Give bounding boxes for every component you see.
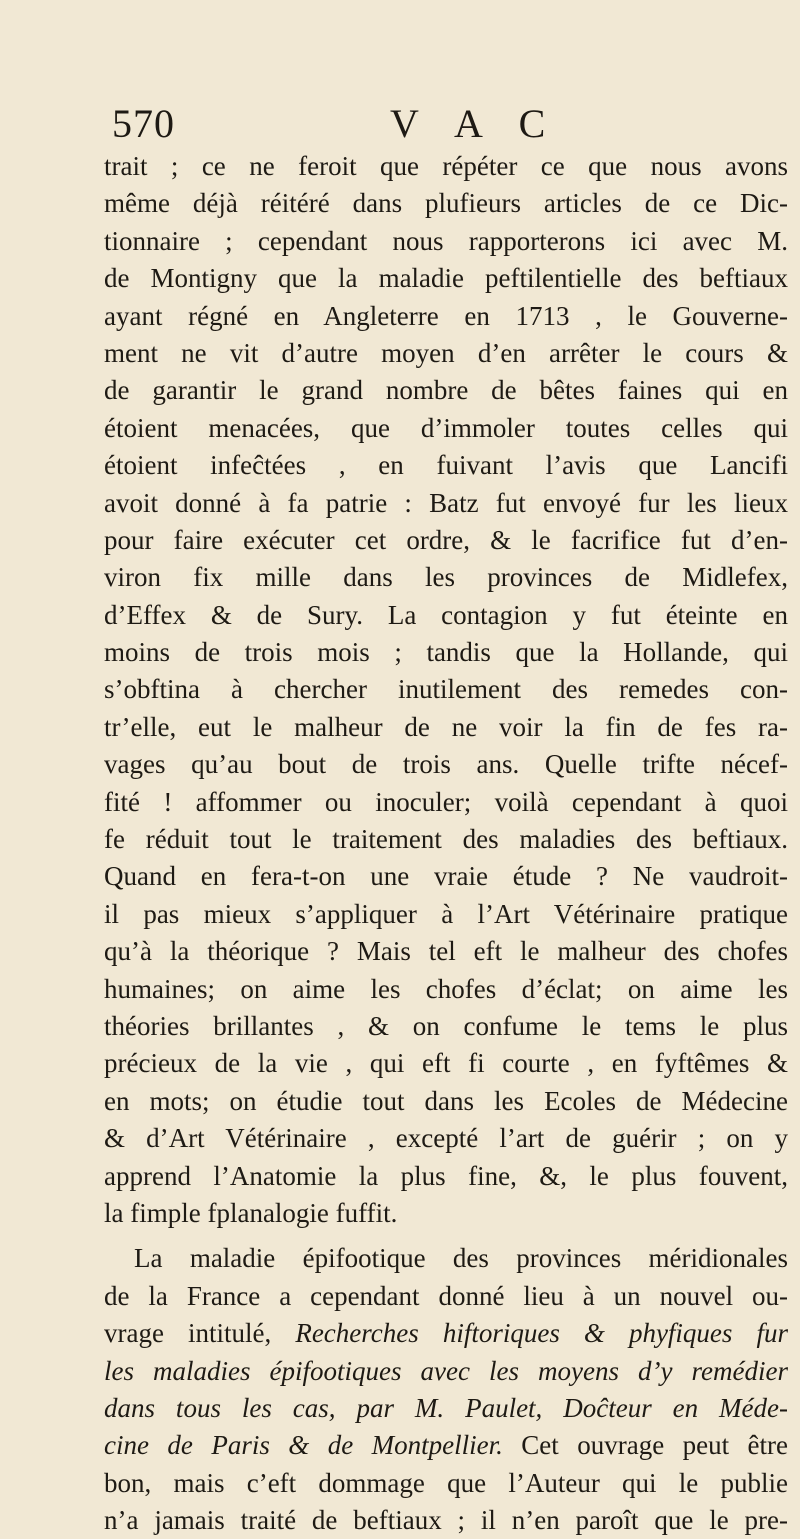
text-line: fité ! affommer ou inoculer; voilà cependant à quoi xyxy=(104,786,788,817)
page-number: 570 xyxy=(112,101,175,146)
text-line: avoit donné à fa patrie : Batz fut envoyé fur les lieux xyxy=(104,487,788,518)
text-line: n’a jamais traité de beftiaux ; il n’en paroît que le pre- xyxy=(104,1505,788,1536)
text-line: s’obftina à chercher inutilement des remedes con- xyxy=(104,674,788,705)
text-line: tr’elle, eut le malheur de ne voir la fin de fes ra- xyxy=(104,711,788,742)
book-title-line: dans tous les cas, par M. Paulet, Doĉteur en Méde- xyxy=(104,1392,788,1423)
running-head: V A C xyxy=(390,101,560,146)
text-line: précieux de la vie , qui eft fi courte , en fyftêmes & xyxy=(104,1048,788,1079)
text-line: viron fix mille dans les provinces de Midlefex, xyxy=(104,562,788,593)
roman-text: Cet ouvrage peut être xyxy=(502,1430,788,1461)
text-line: d’Effex & de Sury. La contagion y fut éteinte en xyxy=(104,599,788,630)
text-line: trait ; ce ne feroit que répéter ce que nous avons xyxy=(104,151,788,181)
text-line: la fimple fplanalogie fuffit. xyxy=(104,1197,398,1228)
book-title-text: Recherches hiftoriques & phyfiques fur xyxy=(295,1318,788,1349)
text-line: ayant régné en Angleterre en 1713 , le Gouverne- xyxy=(104,300,788,331)
body-text xyxy=(104,148,788,1539)
text-line: vages qu’au bout de trois ans. Quelle trifte nécef- xyxy=(104,749,788,780)
text-line: qu’à la théorique ? Mais tel eft le malheur des chofes xyxy=(104,936,788,967)
text-line: apprend l’Anatomie la plus fine, &, le plus fouvent, xyxy=(104,1160,788,1191)
page-header xyxy=(0,0,800,160)
text-line: humaines; on aime les chofes d’éclat; on aime les xyxy=(104,973,788,1004)
text-line: il pas mieux s’appliquer à l’Art Vétérinaire pratique xyxy=(104,898,788,929)
roman-text: vrage intitulé, xyxy=(104,1318,296,1349)
text-line: ment ne vit d’autre moyen d’en arrêter le cours & xyxy=(104,337,788,368)
book-title-text: cine de Paris & de Montpellier. xyxy=(104,1430,503,1461)
text-line: de garantir le grand nombre de bêtes faines qui en xyxy=(104,375,788,406)
text-line: de la France a cependant donné lieu à un nouvel ou- xyxy=(104,1280,788,1311)
text-line: même déjà réitéré dans plufieurs articles de ce Dic- xyxy=(104,188,788,219)
text-line: fe réduit tout le traitement des maladies des beftiaux. xyxy=(104,824,788,855)
text-line: Quand en fera-t-on une vraie étude ? Ne vaudroit- xyxy=(104,861,788,892)
book-title-line: les maladies épifootiques avec les moyens d’y remédier xyxy=(104,1355,788,1386)
text-line: La maladie épifootique des provinces méridionales xyxy=(134,1243,788,1274)
text-line xyxy=(104,1427,788,1464)
text-line: & d’Art Vétérinaire , excepté l’art de guérir ; on y xyxy=(104,1123,788,1154)
text-line: moins de trois mois ; tandis que la Hollande, qui xyxy=(104,637,788,668)
text-line: de Montigny que la maladie peftilentielle des beftiaux xyxy=(104,263,788,294)
text-line: pour faire exécuter cet ordre, & le facrifice fut d’en- xyxy=(104,524,788,555)
text-line: théories brillantes , & on confume le tems le plus xyxy=(104,1010,788,1041)
text-line: en mots; on étudie tout dans les Ecoles de Médecine xyxy=(104,1085,788,1116)
paragraph-2 xyxy=(104,1240,788,1539)
text-line: bon, mais c’eft dommage que l’Auteur qui le publie xyxy=(104,1467,788,1498)
text-line: tionnaire ; cependant nous rapporterons ici avec M. xyxy=(104,225,788,256)
text-line: étoient infeĉtées , en fuivant l’avis que Lancifi xyxy=(104,450,788,481)
paragraph-1 xyxy=(104,148,788,1232)
text-line xyxy=(104,1315,788,1352)
text-line: étoient menacées, que d’immoler toutes celles qui xyxy=(104,412,788,443)
